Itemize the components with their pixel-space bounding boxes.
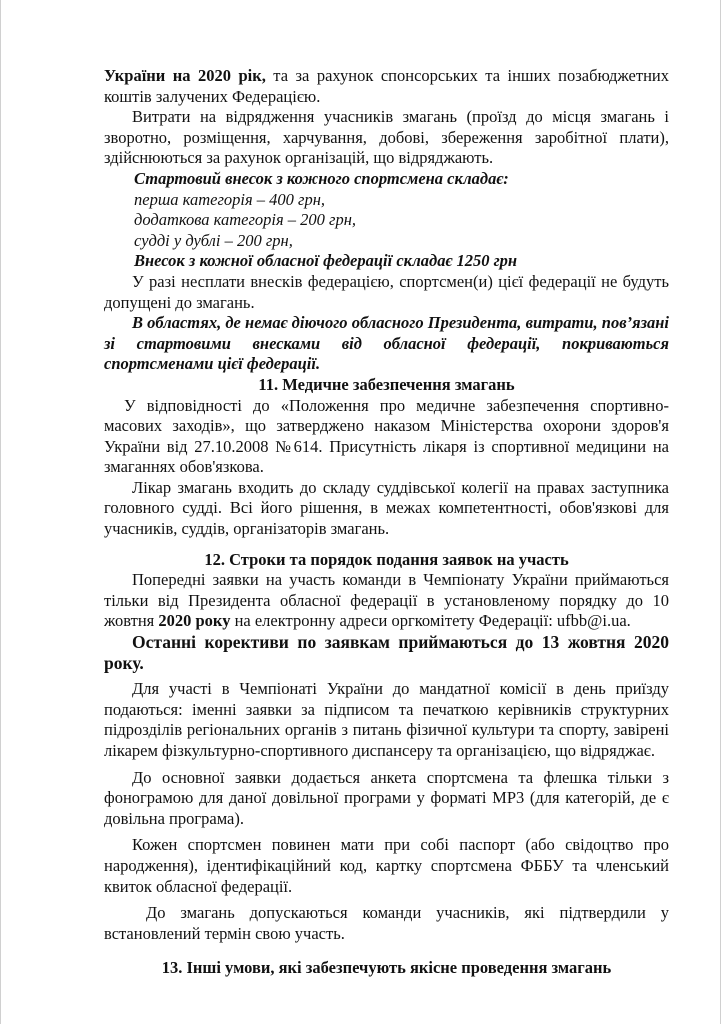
funding-rest: та за рахунок спонсорських та інших позабюджетних коштів залучених Федерацією. — [104, 66, 669, 106]
paragraph-documents: Кожен спортсмен повинен мати при собі паспорт (або свідоцтво про народження), ідентифікаційний код, картку спортсмена ФББУ та членський квиток обласної федерації. — [104, 835, 669, 896]
paragraph-medical-regulation: У відповідності до «Положення про медичне забезпечення спортивно-масових заходів», що затверджено наказом Міністерства охорони здоров'я України від 27.10.2008 №614. Присутність лікаря із спортивної медицини на змаганнях обов'язкова. — [104, 395, 669, 477]
paragraph-main-application: До основної заявки додається анкета спортсмена та флешка тільки з фонограмою для даної довільної програми у форматі МР3 (для категорій, де є довільна програма). — [104, 767, 669, 828]
paragraph-mandate-commission: Для участі в Чемпіонаті України до мандатної комісії в день приїзду подаються: іменні заявки за підписом та печаткою керівників структурних підрозділів регіональних органів з питань фізичної культури та спорту, завірені лікарем фізкультурно-спортивного диспансеру та організацією, що відряджає. — [104, 679, 669, 760]
fee-item-extra-category: додаткова категорія – 200 грн, — [134, 210, 357, 230]
preliminary-text-b: на електронну адреси оргкомітету Федерації: ufbb@i.ua. — [230, 611, 631, 631]
paragraph-funding — [104, 66, 669, 107]
paragraph-final-corrections: Останні корективи по заявкам приймаються до 13 жовтня 2020 року. — [104, 632, 669, 673]
paragraph-preliminary-applications — [104, 570, 669, 632]
federation-fee: Внесок з кожної обласної федерації складає 1250 грн — [134, 251, 518, 271]
entry-fee-heading: Стартовий внесок з кожного спортсмена складає: — [134, 168, 509, 188]
preliminary-text-a: Попередні заявки на участь команди в Чемпіонату України приймаються тільки від Президента обласної федерації в установленому порядку до 10 жовтня — [104, 570, 669, 631]
paragraph-no-president: В областях, де немає діючого обласного Президента, витрати, пов’язані зі стартовими внесками від обласної федерації, покриваються спортсменами цієї федерації. — [104, 313, 669, 374]
fee-item-first-category: перша категорія – 400 грн, — [134, 189, 326, 209]
paragraph-nonpayment: У разі несплати внесків федерацією, спортсмен(и) цієї федерації не будуть допущені до змагань. — [104, 271, 669, 312]
paragraph-travel-expenses: Витрати на відрядження учасників змагань (проїзд до місця змагань і зворотно, розміщення, харчування, добові, збереження заробітної плати), здійснюються за рахунок організацій, що відряджають. — [104, 107, 669, 168]
fee-item-judges-double: судді у дублі – 200 грн, — [134, 230, 293, 250]
section-12-heading: 12. Строки та порядок подання заявок на участь — [204, 549, 569, 569]
preliminary-year-bold: 2020 року — [158, 611, 231, 631]
paragraph-admission: До змагань допускаються команди учасників, які підтвердили у встановлений термін свою участь. — [104, 903, 669, 943]
paragraph-doctor-role: Лікар змагань входить до складу суддівської колегії на правах заступника головного судді. Всі його рішення, в межах компетентності, обов'язкові для учасників, суддів, організаторів змагань. — [104, 477, 669, 539]
section-13-heading: 13. Інші умови, які забезпечують якісне проведення змагань — [161, 958, 612, 978]
funding-bold: України на 2020 рік, — [104, 66, 266, 85]
section-11-heading: 11. Медичне забезпечення змагань — [258, 374, 515, 394]
document-body — [104, 66, 669, 979]
